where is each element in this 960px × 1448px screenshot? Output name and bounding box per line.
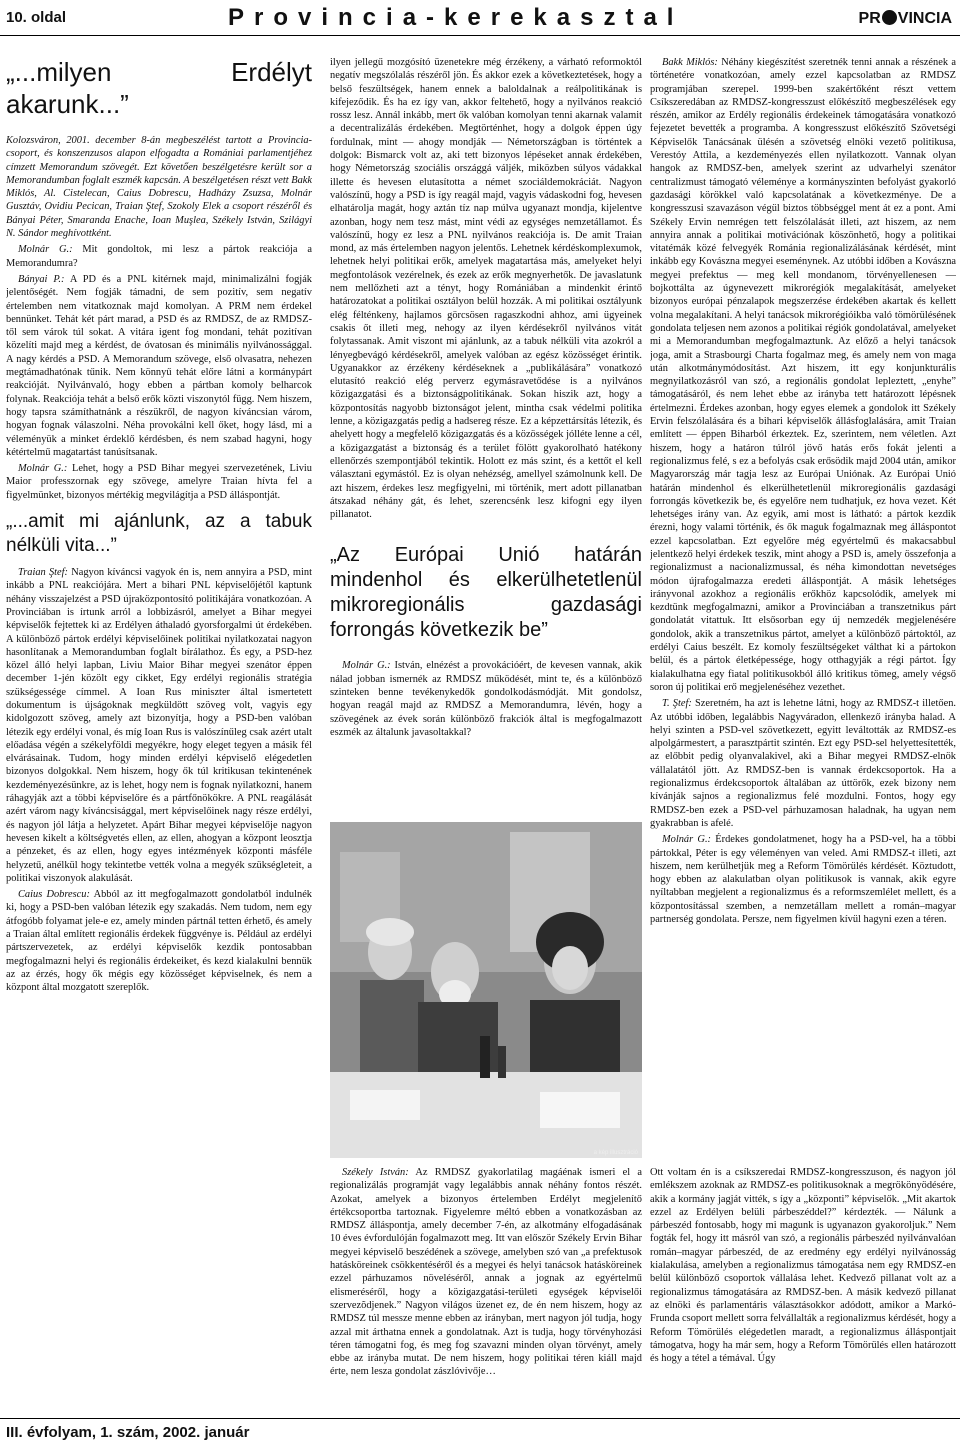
paragraph-text: Az RMDSZ gyakorlatilag magáénak ismeri el a regionalizálás programját vagy legalábbis annak néhány fontos részét. Azokat, amelyek a bizonyos értelemben Erdélyt megjelenítő értékcsoportba tartoznak. Figyelemre méltó ebben a vonatkozásban az RMDSZ álláspontja, amely december 7-én, az alkotmány elfogadásának 10 éves évfordulóján fogalmazott meg. Itt van először Székely Ervin Bihar megyei képviselő beszédének a szövege, amelyben szó van „a prefektusok hatásköreinek csökkentéséről és a megyei és helyi tanácsok hatásköreinek ezzel párhuzamos növeléséről, annak a jognak az egyértelmű elismeréséről, hogy a közigazgatási-területi egységek képviselői szervezõdjenek.” Nagyon világos üzenet ez, de én nem hiszem, hogy az RMDSZ túl messze menne ebben az irányban, mert nagyon jól tudja, hogy azzal mit árthatna ennek a gondolatnak. Azt is tudja, hogy törvényhozási téren támogatni fog, és meg fog szavazni minden olyan törvényt, amely ebbe az irányba mutat. De nem hiszem, hogy politikai téren kiáll majd érte, nem lesza gondolat zászlóvivője…: [330, 1167, 642, 1378]
column-2: [330, 56, 642, 816]
col3a-paragraphs: [650, 56, 956, 926]
speaker-name: Molnár G.:: [662, 834, 711, 846]
speaker-name: Bakk Miklós:: [662, 57, 718, 68]
paragraph-text: Nagyon kíváncsi vagyok én is, nem annyira a PSD, mint inkább a PNL reakciójára. Mert a bihari PNL képviselőjétől kaptunk néhány visszajelzést a PSD újraközpontosító politikájára vonatkozóan. A Provinciában is írtunk arról a lobbizásról, amelyet a Bihar megyei képviselők fejtettek ki az Erdélyen áthaladó gyorsforgalmi út érdekében. A különböző pártok erdélyi képviselőinek politikai nyilatkozatai nagyon hasonlítanak a Memorandumban foglalt bírálathoz. És egy, a PSD-hez közel álló helyi lapban, Liviu Maior Bihar megyei szenátor éppen december 1-jén közölt egy cikket, Egy erdélyi regionális stratégia szükségessége címmel. A Ioan Rus miniszter által ismertetett dokumentum is újságoknak megküldött szöveg volt, vagyis egy kidolgozott szöveg, amely azt bizonyítja, hogy a PSD-ben valóban létezik egy erdélyi vonal, és míg Ioan Rus is valószínűleg csak azért utalt előadása végén a székelyföldi megyékre, hogy eleget tegyen a másik fél elvárásainak. Tudom, hogy minden erdélyi képviselő elégedetlen bizonyos dolgokkal. Nem hiszem, hogy ők túl kritikusan tekintenének kezdeményezésünkre, az is lehet, hogy nem is fognak nyilatkozni, hanem ráhagyják azt a többi képviselőre és a pártfőnökökre. A PNL reagálását azért várom nagy kíváncsisággal, mert képviselőinek nagy része erdélyi, és nagyon jól látja a helyzetet. Apárt Bihar megyei képviselője nagyon hevesen kikelt a költségvetés ellen, az ellen, ahogyan a központ leosztja a pénzeket, és az ellen, hogy egyes intézmények központi másféle helyzetű, anélkül hogy tekintetbe vették volna a megyék szükségleteit, a politikai viszonyok alakulását.: [6, 567, 312, 884]
speaker-name: Bányai P.:: [18, 273, 65, 285]
column-1: [6, 56, 312, 1416]
speaker-name: T. Ştef:: [662, 698, 692, 710]
paragraph: [6, 243, 312, 270]
paragraph-text: ilyen jellegű mozgósító üzenetekre még érzékeny, a várható reformoktól negatív megszólalás részéről jön. És akkor ezek a következtetések, hogy a belső feszültségek, hanem ennek a baloldalnak a reálpolitikának is kifejeződik. És ha ez így van, akkor feltehető, hogy a nyilvános reakció rossz lesz. Annál inkább, mert ők valóban komolyan tenni akarnak valamit a decentralizálás érdekében. Megtörténhet, hogy a dolgok éppen úgy fordulnak, mint — ahogy mondják — Németországban is történtek a dolgok: Bismarck volt az, aki tett bizonyos lépéseket annak érdekében, hogy Németország szociális országgá váljék, miközben súlyos vádakkal illette és hevesen elutasította a német szociáldemokráciát. Nagyon valószínű, hogy a PSD is így reagál majd, vagyis vádaskodni fog, hevesen elhatárolja magát, hogy aztán tíz nap múlva ugyanazt mondja, kijelentve azonban, hogy nem tesz mást, mint védi az egységes nemzetállamot. És valószínű, hogy ez lesz a PNL nyilvános reakciója is. De amit Traian mond, az más értelemben nagyon jelentős. Lehetnek kérdéskomplexumok, lehetnek helyi politikai erők, amelyek magatartása más, amelyeket helyi megfontolások vezérelnek, és ezek az erők megnyerhetők. De javaslatunk nem mellőzheti azt a tényt, hogy Romániában a mindenkit érintő határozatokat a politikai osztályon belül hozzák. A mi politikai osztályunk elég félténkeny, hajlamos görcsösen ragaszkodni ahhoz, ami ügyeinek csakis őt illeti meg, nehogy az ilyen kérdésekről nyilvános vitát folytassanak. Amit viszont mi ajánlunk, az a tabuk nélküli vita azokról a lényegbevágó kérdésekről, amelyek valóban az egész közösséget érintik. Ugyanakkor az érzékeny kérdéseknek a „publikálására” vonatkozó elutasító reakció elég perverz egymásravetődése is a nyilvános közigazgatási és a biztonságpolitikának. Sokan hiszik azt, hogy a központosítás nagyobb biztonságot jelent, mintha csak védelmi politika lenne, a közigazgatás pedig a hadsereg része. Ez a képzettársítás létezik, és ahelyett hogy a megfelelő közigazgatás és a közösségek jólléte lenne a cél, a közigazgatást a biztonság és a terület fölött gyakorolható hatékony ellenőrzés szempontjából tekintik. Holott ez más szint, és a kettőt el kell választani egymástól. Ez is olyan nehézség, amellyel számolnunk kell. De azt hiszem, érdekes lesz megfigyelni, mi történik, mert adott pillanatban átszakad néhány gát, és lehet, szerencsénk lesz kifogni egy ilyen pillanatot.: [330, 57, 642, 521]
speaker-name: Traian Ştef:: [18, 567, 68, 579]
speaker-name: Caius Dobrescu:: [18, 889, 90, 901]
provincia-logo: [859, 10, 952, 28]
article-intro: Kolozsváron, 2001. december 8-án megbeszélést tartott a Provincia-csoport, és konszenzusos alapon elfogadta a Romániai parlamentjéhez címzett Memorandum szövegét. Ezt követően beszélgetésre került sor a Memorandumban foglalt eszmék kapcsán. A beszélgetésen részt vett Bakk Miklós, Al. Cistelecan, Caius Dobrescu, Hadházy Zsuzsa, Molnár Gusztáv, Ovidiu Pecican, Traian Ştef, Szokoly Elek a csoport részéről és Bányai Péter, Smaranda Enache, Ioan Muşlea, Székely István, Szilágyi N. Sándor meghívottként.: [6, 135, 312, 240]
paragraph-text: Abból az itt megfogalmazott gondolatból indulnék ki, hogy a PSD-ben valóban létezik egy szakadás. Nem tudom, nem egy átfogóbb folyamat jele-e ez, amely minden pártnál tetten érhető, és amely a Traian által említett regionális érdekek függvénye is. Például az erdélyi pártszervezetek, az erdélyi képviselők kezdik pontosabban megfogalmazni helyi és regionális érdekeiket, és kezd kialakulni bennük az az érzés, hogy ők mégis egy közösséget képviselnek, és nem a központ által mozgatott szereplők.: [6, 889, 312, 994]
issue-footer: III. évfolyam, 1. szám, 2002. január: [6, 1424, 250, 1441]
paragraph-text: Érdekes gondolatmenet, hogy ha a PSD-vel, ha a többi pártokkal, Péter is egy véleményen van veled. Ami RMDSZ-t illeti, azt hiszem, nem kerülhetjük meg a Reform Tömörülés kérdését. Köztudott, hogy ebben az alakulatban olyan politikusok is vannak, akik egyre nyíltabban megjelent a regionalizmus és a reformszemlélet mellett, és a központosítással szemben, a nemzetállam mellett a román–magyar partnerség gondolata. Persze, nem figyelmen kívül hagyni ezen a téren.: [650, 834, 956, 925]
photo-illustration: [330, 822, 642, 1158]
column-3: [650, 56, 956, 1162]
speaker-name: Székely István:: [342, 1167, 409, 1178]
logo-text-post: VINCIA: [897, 10, 952, 27]
paragraph-text: István, elnézést a provokációért, de kevesen vannak, akik nálad jobban ismernék az RMDSZ működését, mint te, és a különböző szinteken benne tevékenykedők gondolkodásmódját. Mit gondolsz, hogyan reagál majd az RMDSZ a Memorandumra, lévén, hogy a szövegének az évek során különböző frakciók által is megfogalmazott eszmék az általunk javasoltakkal?: [330, 660, 642, 738]
logo-circle-icon: [882, 10, 897, 25]
col3b-paragraphs: [650, 1166, 956, 1365]
paragraph: [650, 833, 956, 926]
paragraph-text: Mit gondoltok, mi lesz a pártok reakciója a Memorandumra?: [6, 244, 312, 269]
col2b-paragraphs: [330, 659, 642, 739]
header-rule: [0, 35, 960, 36]
paragraph: [330, 659, 642, 739]
col1b-paragraphs: [6, 566, 312, 995]
paragraph: [330, 56, 642, 521]
paragraph-text: A PD és a PNL kitérnek majd, minimalizálni fogják jelentőségét. Nem fogják támadni, de sem pozitív, sem negatív értelemben nem vitatkoznak majd komolyan. A PRM nem érdekel bennünket. Tehát két párt marad, a PSD és az RMDSZ, de az RMDSZ-től sem várok túl sokat. A vitára igent fog mondani, tehát pozitívan közelíti majd meg a kérdést, de óvatosan és minimális nyilvánossággal. A nagy kérdés a PSD. A Memorandum szövege, első olvasatra, nehezen megtámadhatónak tűnik. Nem könnyű tehát előre látni a kormánypárt reakcióját. Nyilvánvaló, hogy ebben a pártban komoly belharcok folynak. Reakciója tehát a belső erők közti viszonytól függ. Nem hiszem, hogy tapsra számíthatnánk a részükről, de nagyon kíváncsian várom, hogyan fognak válaszolni. Néha provokálni kell őket, hogy lásd, mi a véleményük a minket érdeklő kérdésben, és nem szabad hagyni, hogy kétértelmű magatartást tanúsítsanak.: [6, 273, 312, 458]
speaker-name: Molnár G.:: [342, 660, 391, 672]
column-3-lower: [650, 1166, 956, 1416]
page-number: 10. oldal: [6, 9, 67, 26]
page-header: [0, 0, 960, 36]
subheading-tabu: „...amit mi ajánlunk, az a tabuk nélküli vita...”: [6, 511, 312, 557]
footer-rule: [0, 1418, 960, 1419]
paragraph: [6, 566, 312, 885]
paragraph: [650, 697, 956, 830]
speaker-name: Molnár G.:: [18, 463, 68, 475]
logo-text-pre: PR: [858, 10, 881, 27]
paragraph: [330, 1166, 642, 1379]
paragraph-text: Ott voltam én is a csíkszeredai RMDSZ-kongresszuson, és nagyon jól emlékszem azoknak az RMDSZ-es politikusoknak a megrökönyödésére, akik a kormány jagját vitték, s így a „központi” képviselők. „Mit akartok ezzel az Erdélyen belüli párbeszéddel?” kérdezték. — Nálunk a párbeszéd fontosabb, hogy mi magunk is ugyanazon gyakoroljuk.” Nem fogták fel, hogy itt másról van szó, a regionális párbeszéd nyilvánvalóan román–magyar párbeszéd, de az eredmény egy erdélyi nyilvánosság kialakulása, amelyben a regionalizmus támogatása nem egy RMDSZ-en belül különböző csoportok vállalása lehet. Kedvező pillanat volt az a regionalizmus támogatására az RMDSZ-ben. A másik kedvező pillanat az elnöki és parlamentáris választásokkor adódott, amikor a Markó-Frunda csoport mellett sorra felvállalták a regionalizmus kérdését, hogy a Reform Tömörülés elégedetlen maradt, a regionalizmus álláspontjait támogatva, hogy ha már sem, hogy a Reform Tömörülés ellen határozott és hogy a tétel a témával. Úgy: [650, 1167, 956, 1365]
column-2-lower: [330, 1166, 642, 1416]
paragraph: [650, 1166, 956, 1365]
photo-credit: a kép illusztráció: [593, 1150, 638, 1156]
col2c-paragraphs: [330, 1166, 642, 1379]
series-title: Provincia-kerekasztal: [228, 4, 684, 31]
speaker-name: Molnár G.:: [18, 244, 73, 256]
col1a-paragraphs: [6, 243, 312, 502]
roundtable-photo: [330, 822, 642, 1158]
paragraph-text: Lehet, hogy a PSD Bihar megyei szervezetének, Liviu Maior professzornak egy szövege, amelyre Traian hívta fel a figyelmünket, bizonyos mértékig megvilágítja a PSD álláspontját.: [6, 463, 312, 501]
paragraph: [6, 273, 312, 459]
paragraph-text: Néhány kiegészítést szeretnék tenni annak a részének a történetére vonatkozóan, amely ezzel kapcsolatban az RMDSZ programjában szerepel. 1999-ben szakértőként részt vettem Csíkszeredában az RMDSZ-kongresszust előkészítő megbeszélések egy részén, amikor az Erdély regionális érdekeinek támogatására vonatkozó fejezetet bevették a programba. A kongresszust előkészítő Szövetségi Képviselők Tanácsának ülésén a szövetség elnöki vezető politikusa, Verestóy Attila, a kezdeményezés ellen nyilatkozott. Vannak olyan hangok az RMDSZ-ben, amelyek szerint az udvarhelyi szenátor centralizmust támogató véleménye a kormányszinten befolyást gyakorló gazdasági körökkel való kapcsolatának a következménye. De a kongresszusi szavazáson végül biztos többséggel ment át ez a pont. Ami Székely Ervin nemrégen tett felszólalását illeti, azt hiszem, az nem annyira annak a politikai motivációnak köszönhető, hogy a politikai vitatémák közé felvegyék Románia regionalizálásának kérdését, mint inkább egy Kovászna megyei eseménynek. Az utóbbi időben a Kovászna megyei prefektus — meg kell mondanom, törvényellenesen — bojkottálta az úgynevezett mikrorégiók megalakítását, amelyeket bizonyos európai pénzalapok megszerzése érdekében akartak és kellett volna megalakítani. A helyi tanácsok mikrorégióikba való tömörülésének gondolata teljesen nem azonos a politikai régiók gondolatával, amelyeket mi a Memorandumban megfogalmaztunk. Az előző a helyi tanácsok joga, amit a Strasbourgi Charta fogalmaz meg, és amely nem von maga után alkotmánymódosítást. Azt hiszem, itt egy konjunkturális megnyilatkozásról van szó, a regionális gondolat lepleztett, „enyhe” támogatásáról, és nem lehet ebbe az irányba tett határozott lépésnek értelmezni. Érdekes azonban, hogy egyes elemek a gondolok itt Székely Ervin felszólalására és a bihari képviselők állásfoglalására, amit Traian említett — éppen Biharból érkeztek. Ez, szerintem, nem véletlen. Azt hiszem, hogy a határon túlról jövő hatás erős fokát jelenti a regionalizmus felé, s ez a befolyás csak erősödik majd 2004 után, amikor Magyarország már tagja lesz az Európai Uniónak. Az Európai Unió határán mindenhol és elkerülhetetlenül mikroregionális gazdasági forrongás következik be, és egyelőre nem tudhatjuk, ez hova vezet. Két lehetséges irány van. Az egyik, ami most is látható: a pártok kezdik érezni, hogy valami történik, és ők maguk fogalmaznak meg álláspontot ezzel kapcsolatban. Ezt egyelőre még egyértelmű és makacsabbul jelentkező helyi érdekek teszik, mint ahogy a PSD is, amely összefonja a regionalizmust a nacionalizmussal, és néha kimondottan nevetséges módon újrafogalmazza eredeti álláspontját. A másik lehetséges irányvonal azokhoz a regionális erőkhöz kapcsolódik, amelyek mi kezdtünk megfogalmazni, amikor a Provinciában a transzetnikus párt gondolatát vitattuk. Itt elsősorban egy új nemzedék megjelenésére gondolok, akik a transzetnikus pártot, amelyet a különböző pártoktól, az erdélyi Caius beszélt. Ez komoly feszültségeket válthat ki a pártokon belül, és a pártok életképessége, hogy otthagyják a régi pártot. Így kialakulhatna egy fiatal politikusokból álló kritikus tömeg, amely végső soron új politikai erő megjelenéséhez vezethet.: [650, 57, 956, 693]
paragraph-text: Szeretném, ha azt is lehetne látni, hogy az RMDSZ-t illetően. Az utóbbi időben, legalábbis Nagyváradon, ellenkező irányba halad. A helyi szinten a PSD-vel szövetkezett, egyitt leváltották az RMDSZ-es alpolgármestert, a parasztpártit szintén. Ezt egy PSD-sel helyettesítették, az előbbit pedig olyanvalakivel, aki a Bihar megyei RMDSZ-elnök vállalatától jött. Az RMDSZ-ben is vannak érdekcsoportok. Ha a regionalizmus érdekcsoportok általában az úttörők, ezek bizony nem kívánják sajnos a regionalizmus felé mozdulni. Fontos, hogy egy RMDSZ-ben ezek a PSD-vel párhuzamosan haladnak, ha ugyan nem gyakrabban is afelé.: [650, 698, 956, 829]
paragraph: [6, 888, 312, 994]
col2a-paragraphs: [330, 56, 642, 521]
paragraph: [650, 56, 956, 694]
paragraph: [6, 462, 312, 502]
article-title: „...milyen Erdélyt akarunk...”: [6, 57, 312, 119]
pull-quote: „Az Európai Unió határán mindenhol és elkerülhetetlenül mikroregionális gazdasági forrongás következik be”: [330, 544, 642, 642]
